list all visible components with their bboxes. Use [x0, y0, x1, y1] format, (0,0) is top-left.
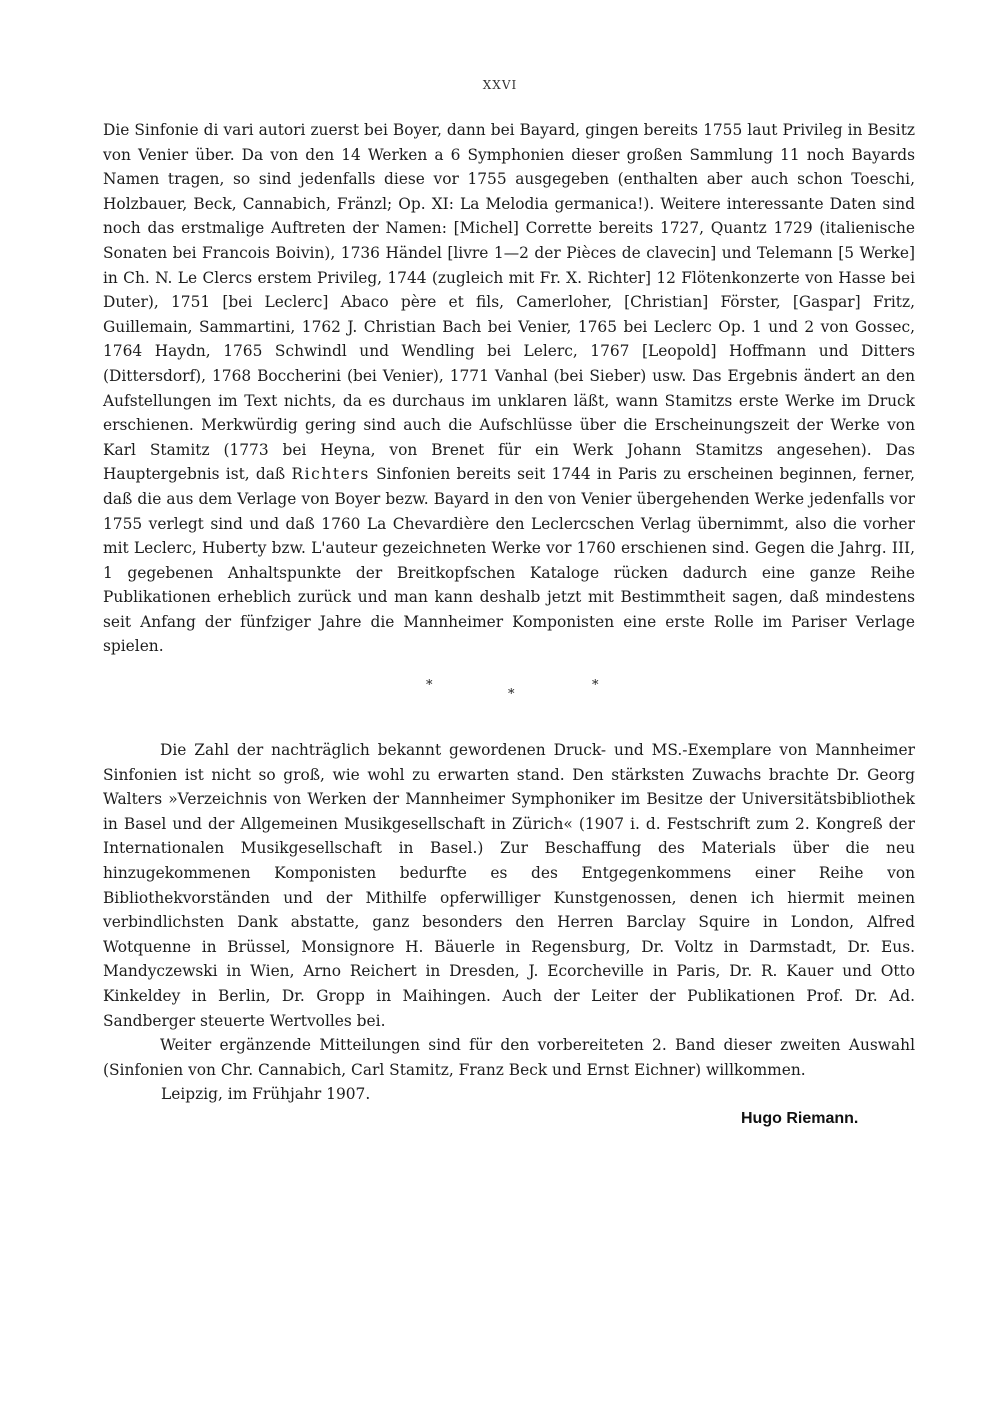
page-number: XXVI	[482, 78, 518, 92]
separator-star-icon: *	[426, 678, 433, 693]
section-separator	[0, 678, 1000, 708]
section-one	[103, 118, 915, 659]
separator-star-icon: *	[592, 678, 599, 693]
section-one-text-part-2: Sinfonien bereits seit 1744 in Paris zu erscheinen beginnen, ferner, daß die aus dem Verlage von Boyer bezw. Bayard in den von Venier übergehenden Werke jedenfalls vor 1755 verlegt sind und daß 1760 La Chevardière den Leclercschen Verlag übernimmt, also die vorher mit Leclerc, Huberty bzw. L'auteur gezeichneten Werke vor 1760 erschienen sind. Gegen die Jahrg. III, 1 gegebenen Anhaltspunkte der Breitkopfschen Kataloge rücken dadurch eine ganze Reihe Publikationen erheblich zurück und man kann deshalb jetzt mit Bestimmtheit sagen, daß mindestens seit Anfang der fünfziger Jahre die Mannheimer Komponisten eine erste Rolle im Pariser Verlage spielen.	[103, 465, 915, 656]
author-signature: Hugo Riemann.	[741, 1110, 859, 1127]
section-two-paragraph-1: Die Zahl der nachträglich bekannt gewordenen Druck- und MS.-Exemplare von Mannheimer Sinfonien ist nicht so groß, wie wohl zu erwarten stand. Den stärksten Zuwachs brachte Dr. Georg Walters »Verzeichnis von Werken der Mannheimer Symphoniker im Besitze der Universitätsbibliothek in Basel und der Allgemeinen Musikgesellschaft in Zürich« (1907 i. d. Festschrift zum 2. Kongreß der Internationalen Musikgesellschaft in Basel.) Zur Beschaffung des Materials über die neu hinzugekommenen Komponisten bedurfte es des Entgegenkommens einer Reihe von Bibliothekvorständen und der Mithilfe opferwilliger Kunstgenossen, denen ich hiermit meinen verbindlichsten Dank abstatte, ganz besonders den Herren Barclay Squire in London, Alfred Wotquenne in Brüssel, Monsignore H. Bäuerle in Regensburg, Dr. Voltz in Darmstadt, Dr. Eus. Mandyczewski in Wien, Arno Reichert in Dresden, J. Ecorcheville in Paris, Dr. R. Kauer und Otto Kinkeldey in Berlin, Dr. Gropp in Maihingen. Auch der Leiter der Publikationen Prof. Dr. Ad. Sandberger steuerte Wertvolles bei.	[103, 741, 915, 1030]
section-two-paragraph-2: Weiter ergänzende Mitteilungen sind für den vorbereiteten 2. Band dieser zweiten Auswahl (Sinfonien von Chr. Cannabich, Carl Stamitz, Franz Beck und Ernst Eichner) willkommen.	[103, 1036, 915, 1079]
place-and-date: Leipzig, im Frühjahr 1907.	[161, 1085, 371, 1103]
section-two	[103, 738, 915, 1082]
section-one-text-part-1: Die Sinfonie di vari autori zuerst bei Boyer, dann bei Bayard, gingen bereits 1755 laut Privileg in Besitz von Venier über. Da von den 14 Werken a 6 Symphonien dieser großen Sammlung 11 noch Bayards Namen tragen, so sind jedenfalls diese vor 1755 ausgegeben (enthalten aber auch schon Toeschi, Holzbauer, Beck, Cannabich, Fränzl; Op. XI: La Melodia germanica!). Weitere interessante Daten sind noch das erstmalige Auftreten der Namen: [Michel] Corrette bereits 1727, Quantz 1729 (italienische Sonaten bei Francois Boivin), 1736 Händel [livre 1—2 der Pièces de clavecin] und Telemann [5 Werke] in Ch. N. Le Clercs erstem Privileg, 1744 (zugleich mit Fr. X. Richter] 12 Flötenkonzerte von Hasse bei Duter), 1751 [bei Leclerc] Abaco père et fils, Camerloher, [Christian] Förster, [Gaspar] Fritz, Guillemain, Sammartini, 1762 J. Christian Bach bei Venier, 1765 bei Leclerc Op. 1 und 2 von Gossec, 1764 Haydn, 1765 Schwindl und Wendling bei Lelerc, 1767 [Leopold] Hoffmann und Ditters (Dittersdorf), 1768 Boccherini (bei Venier), 1771 Vanhal (bei Sieber) usw. Das Ergebnis ändert an den Aufstellungen im Text nichts, da es durchaus im unklaren läßt, wann Stamitzs erste Werke im Druck erschienen. Merkwürdig gering sind auch die Aufschlüsse über die Erscheinungszeit der Werke von Karl Stamitz (1773 bei Heyna, von Brenet für ein Werk Johann Stamitzs angesehen). Das Hauptergebnis ist, daß	[103, 121, 915, 484]
emphasized-name: Richters	[291, 465, 370, 484]
separator-star-icon: *	[508, 687, 515, 702]
section-one-paragraph	[103, 118, 915, 659]
